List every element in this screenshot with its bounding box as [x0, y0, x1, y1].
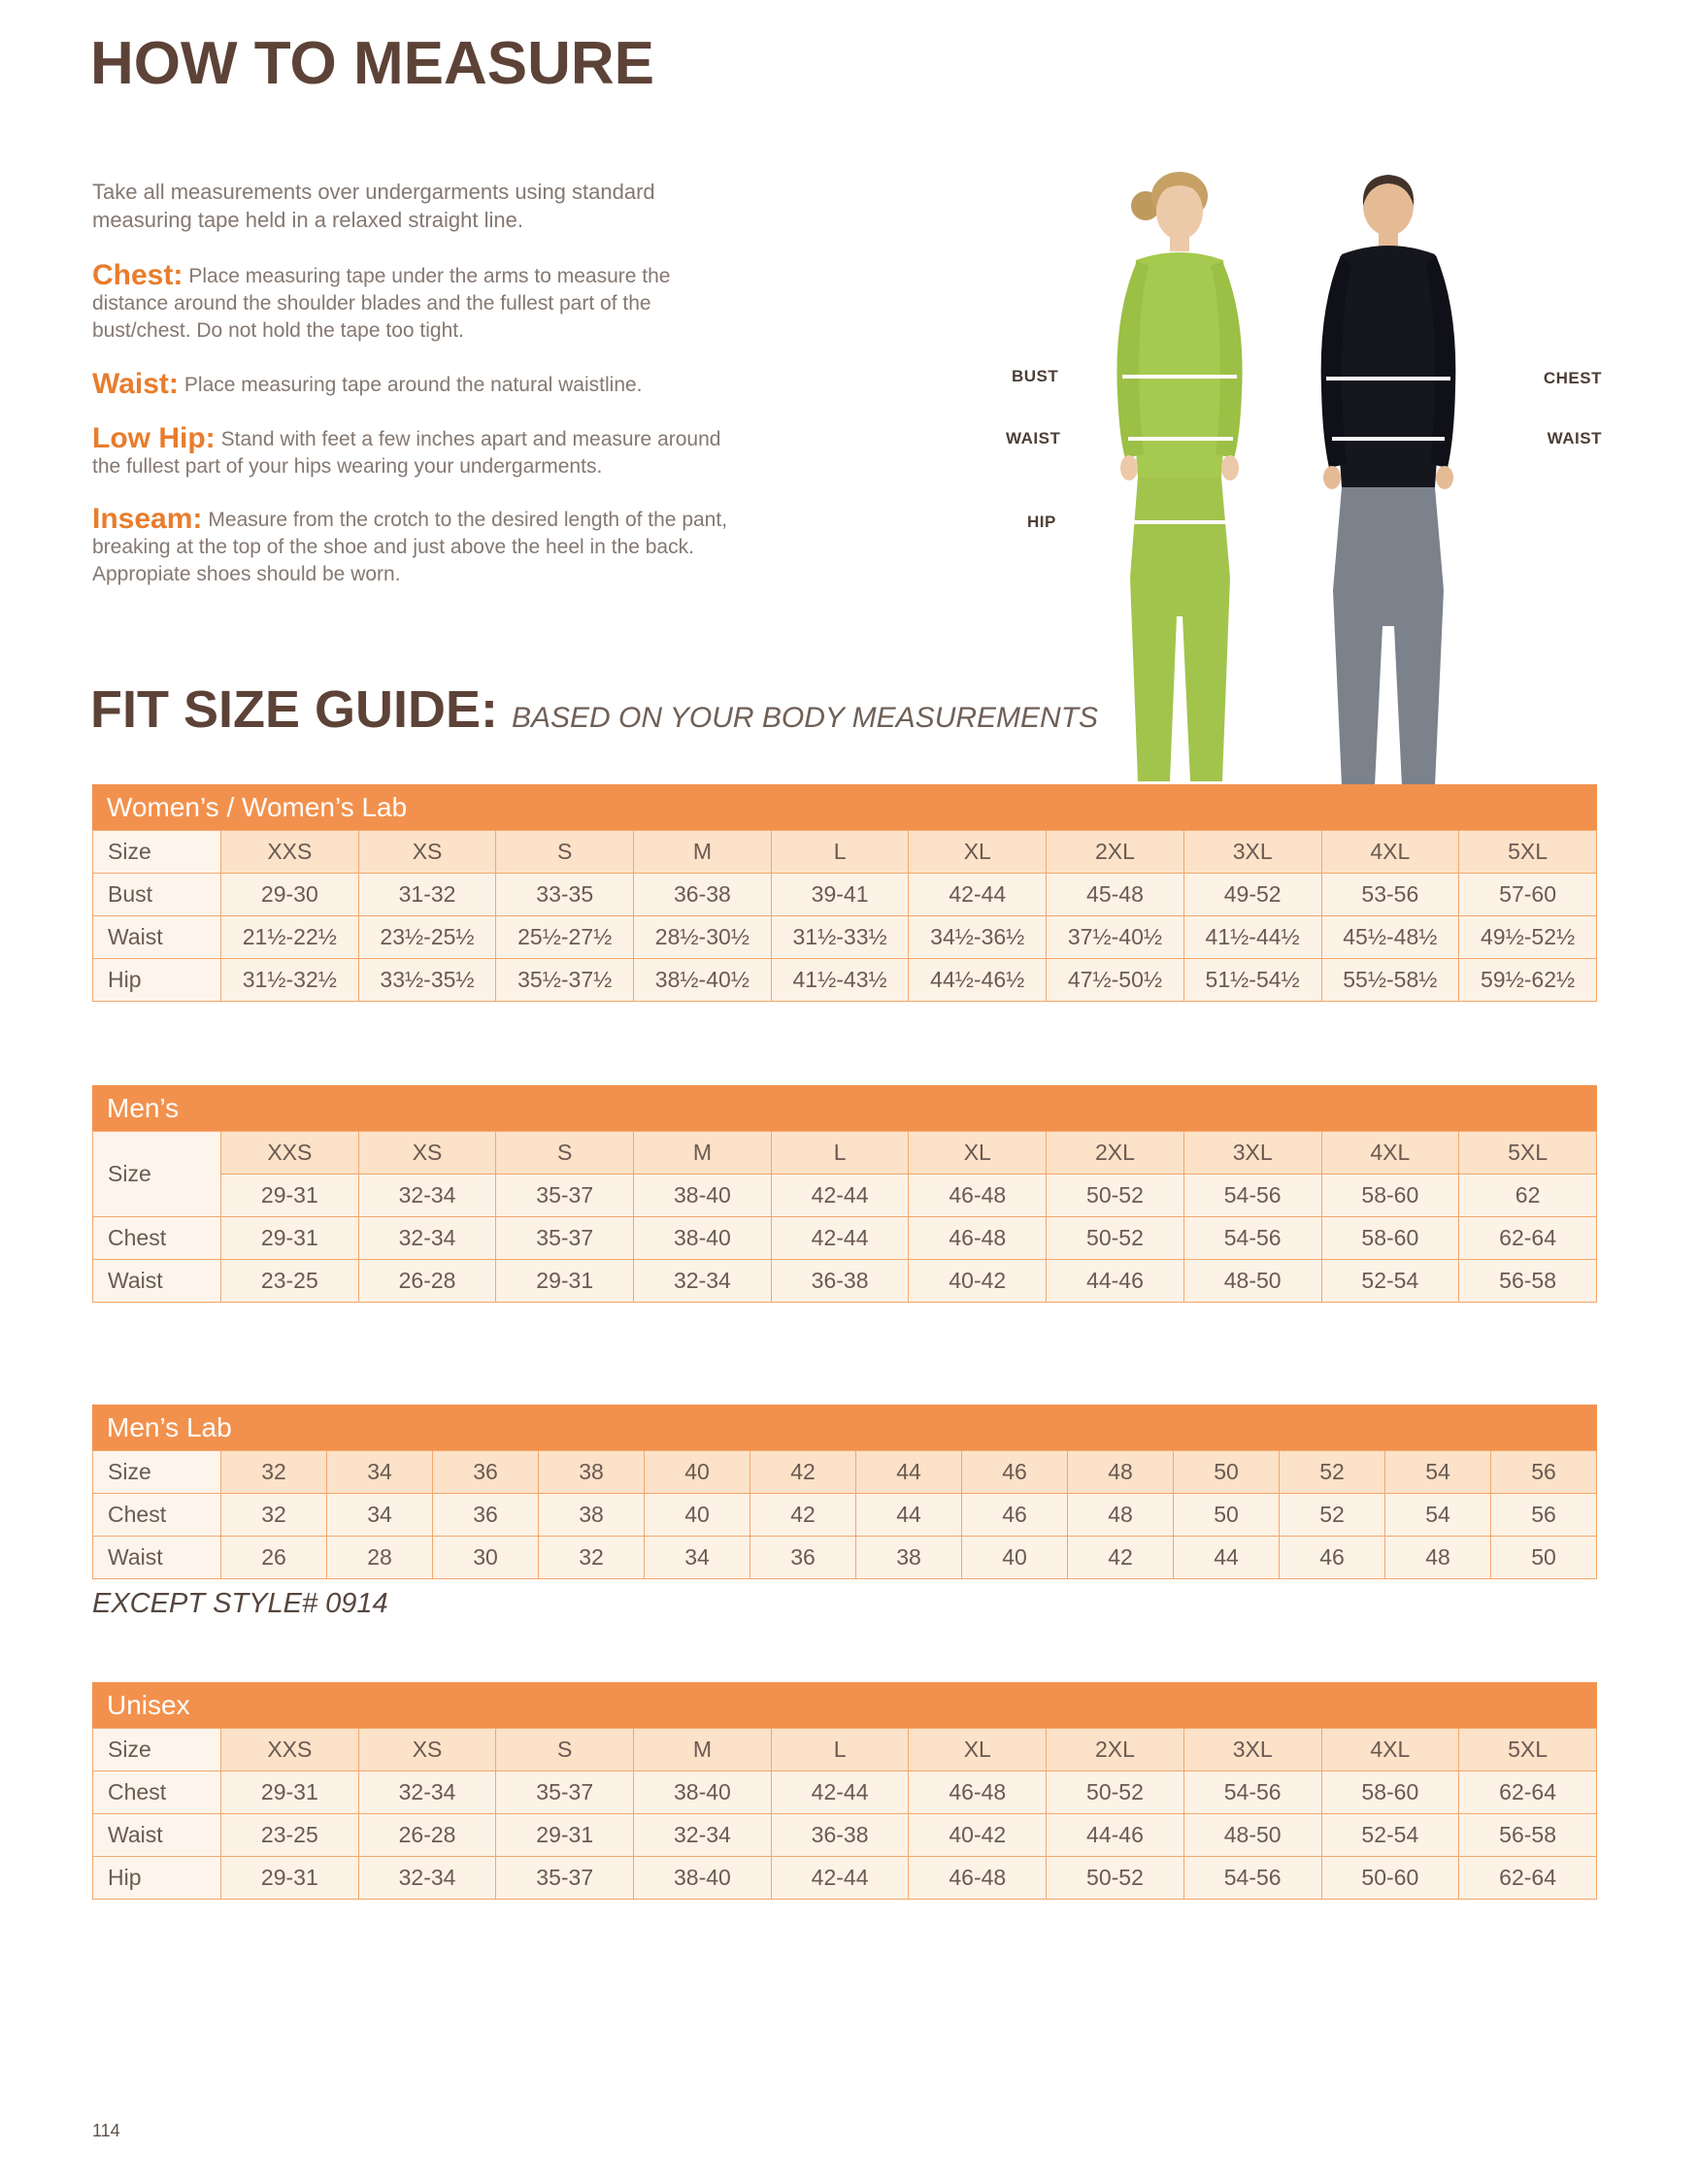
size-table-mens	[92, 1131, 1597, 1303]
fit-size-guide-subheading: BASED ON YOUR BODY MEASUREMENTS	[512, 702, 1099, 734]
table-cell: 40-42	[909, 1260, 1047, 1303]
table-cell: 42-44	[771, 1175, 909, 1217]
row-label: Waist	[93, 1537, 221, 1579]
female-left-hand	[1120, 455, 1138, 480]
col-header: 38	[539, 1451, 645, 1494]
table-cell: 44-46	[1047, 1260, 1184, 1303]
table-cell: 31½-32½	[221, 959, 359, 1002]
section-waist	[92, 367, 733, 400]
section-low-hip	[92, 421, 733, 480]
table-cell: 39-41	[771, 874, 909, 916]
col-header: XL	[909, 1729, 1047, 1771]
table-cell: 54-56	[1183, 1857, 1321, 1900]
row-label: Chest	[93, 1494, 221, 1537]
table-cell: 45-48	[1047, 874, 1184, 916]
col-header: M	[634, 1729, 772, 1771]
col-header: L	[771, 1729, 909, 1771]
table-banner-mens	[92, 1085, 1597, 1131]
table-cell: 36	[750, 1537, 856, 1579]
table-cell: 36-38	[634, 874, 772, 916]
table-row	[93, 1537, 1597, 1579]
section-chest	[92, 261, 733, 344]
table-cell: 21½-22½	[221, 916, 359, 959]
col-header: S	[496, 1729, 634, 1771]
table-cell: 41½-44½	[1183, 916, 1321, 959]
table-cell: 50-52	[1047, 1175, 1184, 1217]
table-row	[93, 874, 1597, 916]
table-cell: 42-44	[771, 1771, 909, 1814]
table-cell: 25½-27½	[496, 916, 634, 959]
col-header: 48	[1068, 1451, 1174, 1494]
table-cell: 29-30	[221, 874, 359, 916]
col-header: XXS	[221, 831, 359, 874]
table-cell: 42	[1068, 1537, 1174, 1579]
table-cell: 42-44	[771, 1857, 909, 1900]
col-header-size: Size	[93, 1451, 221, 1494]
table-cell: 23-25	[221, 1260, 359, 1303]
table-cell: 49½-52½	[1459, 916, 1597, 959]
table-cell: 30	[433, 1537, 539, 1579]
table-cell: 53-56	[1321, 874, 1459, 916]
section-low-hip-text: Stand with feet a few inches apart and measure around the fullest part of your hips wearing your undergarments.	[92, 427, 721, 478]
table-cell: 46-48	[909, 1175, 1047, 1217]
section-waist-text: Place measuring tape around the natural waistline.	[183, 373, 643, 396]
table-cell: 42-44	[771, 1217, 909, 1260]
table-cell: 42	[750, 1494, 856, 1537]
col-header: 32	[221, 1451, 327, 1494]
col-header: S	[496, 1132, 634, 1175]
table-row	[93, 1857, 1597, 1900]
col-header: 34	[327, 1451, 433, 1494]
male-right-hand	[1436, 466, 1453, 489]
table-cell: 33½-35½	[358, 959, 496, 1002]
col-header: 52	[1280, 1451, 1385, 1494]
table-banner-title: Men’s	[107, 1092, 180, 1123]
table-cell: 32-34	[358, 1771, 496, 1814]
table-cell: 37½-40½	[1047, 916, 1184, 959]
table-mens	[92, 1085, 1597, 1303]
table-cell: 29-31	[221, 1771, 359, 1814]
table-cell: 38	[539, 1494, 645, 1537]
table-cell: 28½-30½	[634, 916, 772, 959]
table-cell: 38½-40½	[634, 959, 772, 1002]
table-cell: 36-38	[771, 1814, 909, 1857]
col-header: XXS	[221, 1132, 359, 1175]
table-cell: 35-37	[496, 1175, 634, 1217]
col-header: 2XL	[1047, 831, 1184, 874]
table-cell: 32-34	[358, 1217, 496, 1260]
col-header: 3XL	[1183, 1132, 1321, 1175]
table-cell: 32	[539, 1537, 645, 1579]
table-cell: 38	[856, 1537, 962, 1579]
section-low-hip-label: Low Hip:	[92, 421, 216, 454]
table-row	[93, 1814, 1597, 1857]
col-header-size: Size	[93, 1729, 221, 1771]
table-row	[93, 959, 1597, 1002]
male-left-hand	[1323, 466, 1341, 489]
col-header: 3XL	[1183, 831, 1321, 874]
table-cell: 46	[962, 1494, 1068, 1537]
col-header: 2XL	[1047, 1729, 1184, 1771]
fit-size-heading-row	[90, 679, 1098, 740]
table-cell: 40	[645, 1494, 750, 1537]
table-banner-menslab	[92, 1405, 1597, 1450]
col-header: XS	[358, 1729, 496, 1771]
table-cell: 34	[327, 1494, 433, 1537]
size-table-womens	[92, 830, 1597, 1002]
col-header: 2XL	[1047, 1132, 1184, 1175]
col-header: L	[771, 1132, 909, 1175]
col-header: M	[634, 1132, 772, 1175]
table-cell: 47½-50½	[1047, 959, 1184, 1002]
table-cell: 46-48	[909, 1771, 1047, 1814]
page-title: HOW TO MEASURE	[90, 30, 654, 97]
table-cell: 40	[962, 1537, 1068, 1579]
row-label: Bust	[93, 874, 221, 916]
col-header: 4XL	[1321, 1729, 1459, 1771]
table-cell: 51½-54½	[1183, 959, 1321, 1002]
table-cell: 46-48	[909, 1217, 1047, 1260]
table-cell: 31½-33½	[771, 916, 909, 959]
row-label: Waist	[93, 1814, 221, 1857]
table-cell: 35-37	[496, 1217, 634, 1260]
table-cell: 36	[433, 1494, 539, 1537]
table-cell: 50-52	[1047, 1857, 1184, 1900]
table-cell: 34	[645, 1537, 750, 1579]
table-cell: 62-64	[1459, 1857, 1597, 1900]
col-header: XS	[358, 1132, 496, 1175]
col-header: 36	[433, 1451, 539, 1494]
table-cell: 32	[221, 1494, 327, 1537]
table-cell: 32-34	[634, 1814, 772, 1857]
table-cell: 62-64	[1459, 1771, 1597, 1814]
table-banner-title: Men’s Lab	[107, 1411, 232, 1442]
table-cell: 50	[1491, 1537, 1597, 1579]
female-model-illustration	[1116, 172, 1242, 781]
table-cell: 52-54	[1321, 1814, 1459, 1857]
table-cell: 41½-43½	[771, 959, 909, 1002]
table-cell: 54-56	[1183, 1217, 1321, 1260]
col-header: XS	[358, 831, 496, 874]
table-menslab	[92, 1405, 1597, 1579]
row-label: Hip	[93, 1857, 221, 1900]
table-cell: 38-40	[634, 1771, 772, 1814]
table-row	[93, 1175, 1597, 1217]
table-row	[93, 1217, 1597, 1260]
table-cell: 23½-25½	[358, 916, 496, 959]
table-cell: 40-42	[909, 1814, 1047, 1857]
table-cell: 29-31	[496, 1814, 634, 1857]
table-cell: 50-52	[1047, 1771, 1184, 1814]
table-cell: 45½-48½	[1321, 916, 1459, 959]
col-header: L	[771, 831, 909, 874]
table-cell: 23-25	[221, 1814, 359, 1857]
table-banner-womens	[92, 784, 1597, 830]
table-cell: 38-40	[634, 1857, 772, 1900]
row-label: Chest	[93, 1217, 221, 1260]
table-cell: 49-52	[1183, 874, 1321, 916]
chest-label: CHEST	[1543, 369, 1602, 387]
section-chest-text: Place measuring tape under the arms to measure the distance around the shoulder blades and the fullest part of the bust/chest. Do not hold the tape too tight.	[92, 265, 671, 342]
table-cell: 62-64	[1459, 1217, 1597, 1260]
table-cell: 50-52	[1047, 1217, 1184, 1260]
col-header-size: Size	[93, 831, 221, 874]
table-banner-title: Unisex	[107, 1689, 190, 1720]
table-cell: 58-60	[1321, 1771, 1459, 1814]
col-header: 4XL	[1321, 831, 1459, 874]
table-cell: 54-56	[1183, 1771, 1321, 1814]
table-cell: 48	[1385, 1537, 1491, 1579]
row-label: Waist	[93, 1260, 221, 1303]
col-header: XXS	[221, 1729, 359, 1771]
bust-label: BUST	[1012, 367, 1059, 385]
col-header: 44	[856, 1451, 962, 1494]
page-number: 114	[92, 2121, 120, 2140]
table-cell: 48	[1068, 1494, 1174, 1537]
row-label: Chest	[93, 1771, 221, 1814]
col-header: XL	[909, 831, 1047, 874]
except-style-note: EXCEPT STYLE# 0914	[92, 1588, 388, 1619]
table-cell: 33-35	[496, 874, 634, 916]
table-cell: 29-31	[221, 1217, 359, 1260]
table-cell: 29-31	[221, 1857, 359, 1900]
waist-label-right: WAIST	[1547, 429, 1602, 447]
col-header: 5XL	[1459, 831, 1597, 874]
table-cell: 62	[1459, 1175, 1597, 1217]
table-cell: 56-58	[1459, 1260, 1597, 1303]
table-banner-title: Women’s / Women’s Lab	[107, 791, 408, 822]
col-header: XL	[909, 1132, 1047, 1175]
col-header: 4XL	[1321, 1132, 1459, 1175]
row-label: Waist	[93, 916, 221, 959]
table-cell: 50-60	[1321, 1857, 1459, 1900]
col-header: 5XL	[1459, 1729, 1597, 1771]
table-cell: 58-60	[1321, 1175, 1459, 1217]
col-header-size: Size	[93, 1132, 221, 1217]
male-top	[1333, 246, 1444, 487]
fit-size-guide-heading: FIT SIZE GUIDE:	[90, 680, 499, 739]
table-cell: 44	[856, 1494, 962, 1537]
table-cell: 35½-37½	[496, 959, 634, 1002]
section-inseam-text: Measure from the crotch to the desired length of the pant, breaking at the top of the shoe and just above the heel in the back. Appropiate shoes should be worn.	[92, 509, 728, 585]
table-cell: 44	[1174, 1537, 1280, 1579]
table-row	[93, 1494, 1597, 1537]
table-cell: 29-31	[221, 1175, 359, 1217]
section-inseam-label: Inseam:	[92, 503, 203, 536]
table-cell: 38-40	[634, 1217, 772, 1260]
table-row	[93, 916, 1597, 959]
male-model-illustration	[1321, 175, 1456, 786]
table-row	[93, 1771, 1597, 1814]
male-pants	[1333, 487, 1444, 786]
table-cell: 50	[1174, 1494, 1280, 1537]
col-header: 56	[1491, 1451, 1597, 1494]
col-header: M	[634, 831, 772, 874]
table-unisex	[92, 1682, 1597, 1900]
col-header: 50	[1174, 1451, 1280, 1494]
table-cell: 56	[1491, 1494, 1597, 1537]
table-cell: 32-34	[358, 1175, 496, 1217]
table-cell: 44-46	[1047, 1814, 1184, 1857]
table-cell: 31-32	[358, 874, 496, 916]
table-cell: 35-37	[496, 1857, 634, 1900]
table-cell: 52-54	[1321, 1260, 1459, 1303]
table-cell: 36-38	[771, 1260, 909, 1303]
table-cell: 32-34	[634, 1260, 772, 1303]
col-header: 40	[645, 1451, 750, 1494]
table-cell: 26	[221, 1537, 327, 1579]
table-cell: 52	[1280, 1494, 1385, 1537]
female-right-hand	[1221, 455, 1239, 480]
table-cell: 32-34	[358, 1857, 496, 1900]
table-cell: 44½-46½	[909, 959, 1047, 1002]
table-cell: 46	[1280, 1537, 1385, 1579]
section-inseam	[92, 505, 733, 587]
table-cell: 46-48	[909, 1857, 1047, 1900]
section-waist-label: Waist:	[92, 367, 179, 400]
table-womens	[92, 784, 1597, 1002]
intro-text: Take all measurements over undergarments using standard measuring tape held in a relaxed straight line.	[92, 180, 655, 233]
table-cell: 57-60	[1459, 874, 1597, 916]
table-cell: 55½-58½	[1321, 959, 1459, 1002]
col-header: 5XL	[1459, 1132, 1597, 1175]
col-header: S	[496, 831, 634, 874]
table-cell: 48-50	[1183, 1260, 1321, 1303]
table-cell: 56-58	[1459, 1814, 1597, 1857]
table-cell: 59½-62½	[1459, 959, 1597, 1002]
col-header: 54	[1385, 1451, 1491, 1494]
size-table-menslab	[92, 1450, 1597, 1579]
col-header: 42	[750, 1451, 856, 1494]
table-cell: 34½-36½	[909, 916, 1047, 959]
table-cell: 58-60	[1321, 1217, 1459, 1260]
table-cell: 54-56	[1183, 1175, 1321, 1217]
table-cell: 26-28	[358, 1814, 496, 1857]
howto-text-block	[92, 178, 733, 613]
table-cell: 48-50	[1183, 1814, 1321, 1857]
table-cell: 35-37	[496, 1771, 634, 1814]
table-banner-unisex	[92, 1682, 1597, 1728]
table-cell: 38-40	[634, 1175, 772, 1217]
size-table-unisex	[92, 1728, 1597, 1900]
table-cell: 54	[1385, 1494, 1491, 1537]
waist-label-left: WAIST	[1006, 429, 1061, 447]
table-cell: 42-44	[909, 874, 1047, 916]
col-header: 46	[962, 1451, 1068, 1494]
female-face	[1156, 183, 1203, 240]
hip-label: HIP	[1027, 513, 1056, 531]
row-label: Hip	[93, 959, 221, 1002]
female-neck	[1170, 236, 1189, 251]
table-cell: 29-31	[496, 1260, 634, 1303]
col-header: 3XL	[1183, 1729, 1321, 1771]
table-cell: 28	[327, 1537, 433, 1579]
section-chest-label: Chest:	[92, 259, 183, 292]
table-row	[93, 1260, 1597, 1303]
table-cell: 26-28	[358, 1260, 496, 1303]
